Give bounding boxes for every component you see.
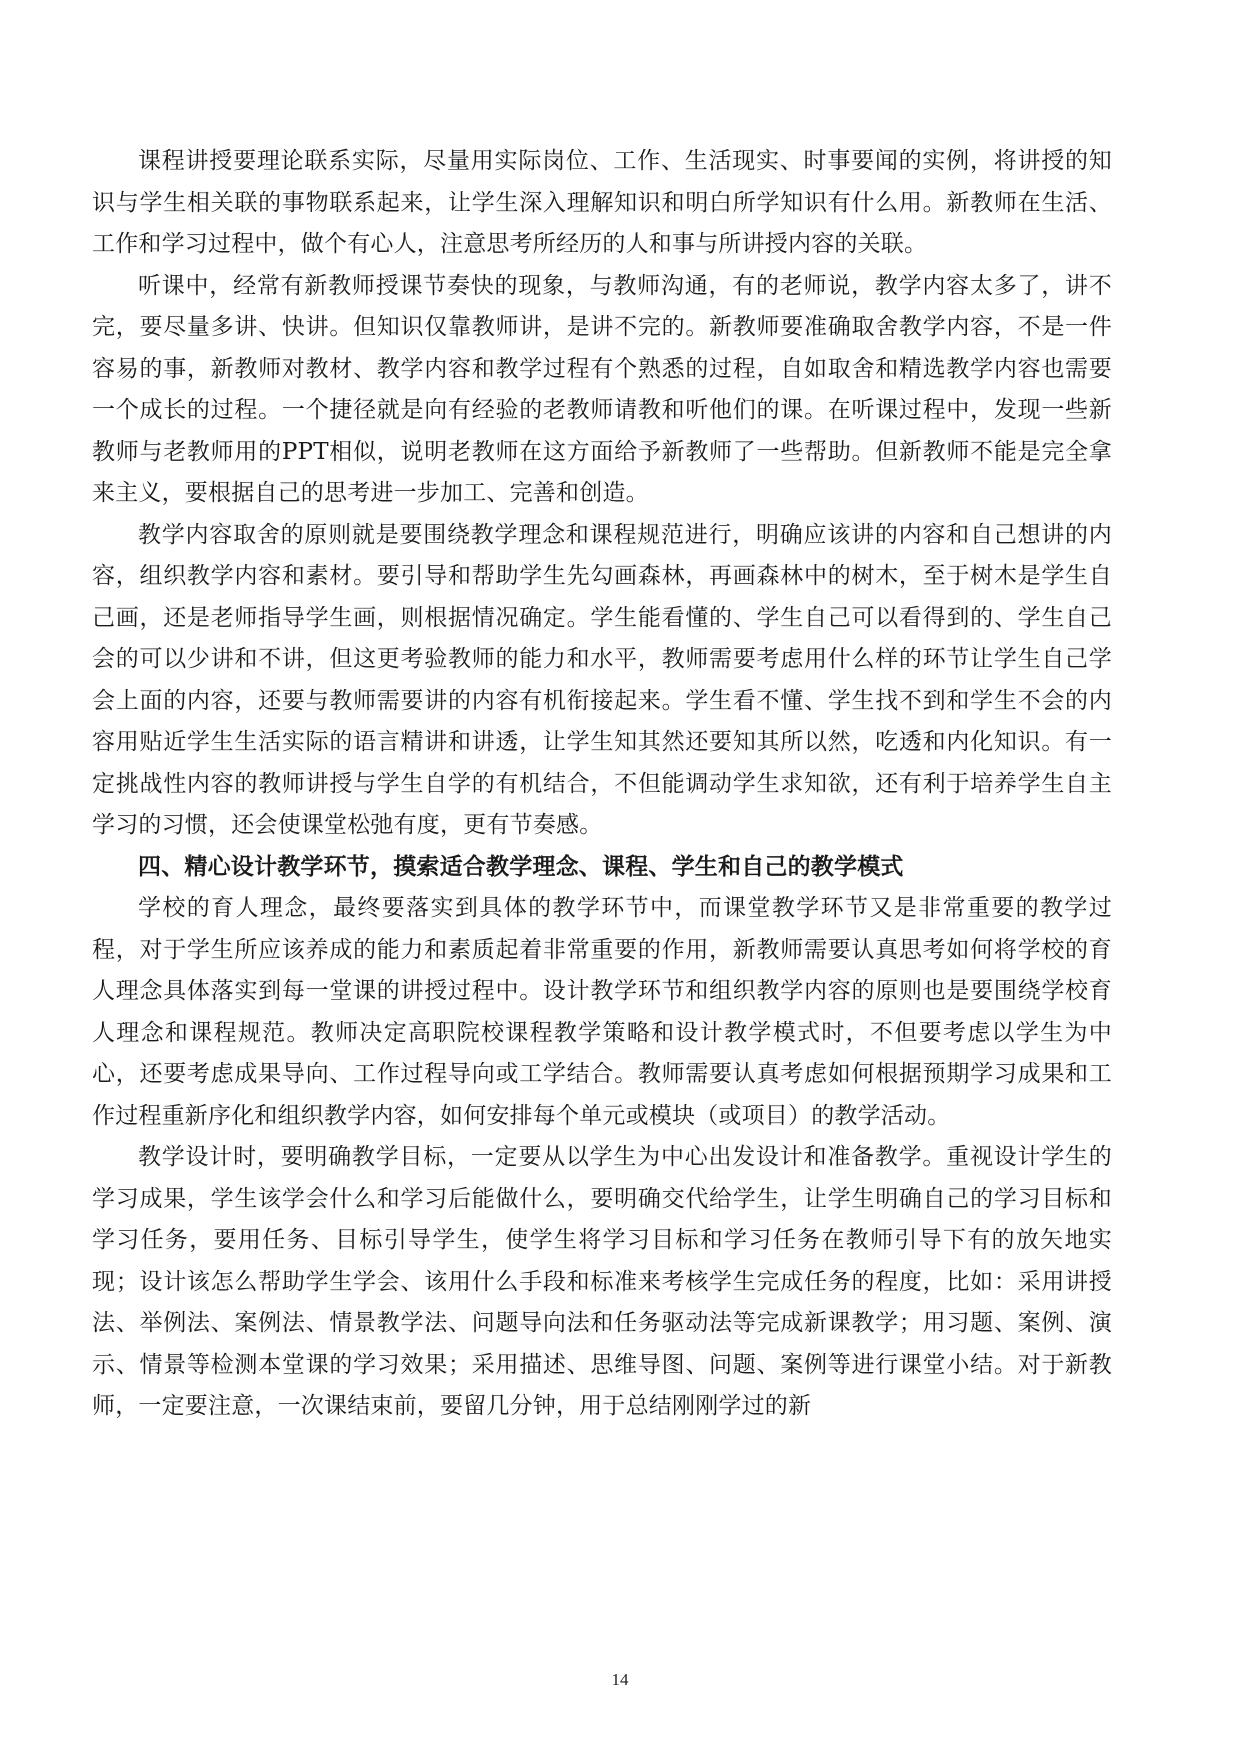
paragraph-4: 学校的育人理念，最终要落实到具体的教学环节中，而课堂教学环节又是非常重要的教学过程，对于学生所应该养成的能力和素质起着非常重要的作用，新教师需要认真思考如何将学校的育人理念具体落实到每一堂课的讲授过程中。设计教学环节和组织教学内容的原则也是要围绕学校育人理念和课程规范。教师决定高职院校课程教学策略和设计教学模式时，不但要考虑以学生为中心，还要考虑成果导向、工作过程导向或工学结合。教师需要认真考虑如何根据预期学习成果和工作过程重新序化和组织教学内容，如何安排每个单元或模块（或项目）的教学活动。 [92,895,1112,1129]
paragraph-3: 教学内容取舍的原则就是要围绕教学理念和课程规范进行，明确应该讲的内容和自己想讲的内容，组织教学内容和素材。要引导和帮助学生先勾画森林，再画森林中的树木，至于树木是学生自己画，还是老师指导学生画，则根据情况确定。学生能看懂的、学生自己可以看得到的、学生自己会的可以少讲和不讲，但这更考验教师的能力和水平，教师需要考虑用什么样的环节让学生自己学会上面的内容，还要与教师需要讲的内容有机衔接起来。学生看不懂、学生找不到和学生不会的内容用贴近学生生活实际的语言精讲和讲透，让学生知其然还要知其所以然，吃透和内化知识。有一定挑战性内容的教师讲授与学生自学的有机结合，不但能调动学生求知欲，还有利于培养学生自主学习的习惯，还会使课堂松弛有度，更有节奏感。 [92,521,1112,838]
paragraph-5: 教学设计时，要明确教学目标，一定要从以学生为中心出发设计和准备教学。重视设计学生的学习成果，学生该学会什么和学习后能做什么，要明确交代给学生，让学生明确自己的学习目标和学习任务，要用任务、目标引导学生，使学生将学习目标和学习任务在教师引导下有的放矢地实现；设计该怎么帮助学生学会、该用什么手段和标准来考核学生完成任务的程度，比如：采用讲授法、举例法、案例法、情景教学法、问题导向法和任务驱动法等完成新课教学；用习题、案例、演示、情景等检测本堂课的学习效果；采用描述、思维导图、问题、案例等进行课堂小结。对于新教师，一定要注意，一次课结束前，要留几分钟，用于总结刚刚学过的新 [92,1144,1112,1419]
page-number: 14 [611,1670,629,1689]
paragraph-2: 听课中，经常有新教师授课节奏快的现象，与教师沟通，有的老师说，教学内容太多了，讲不完，要尽量多讲、快讲。但知识仅靠教师讲，是讲不完的。新教师要准确取舍教学内容，不是一件容易的事，新教师对教材、教学内容和教学过程有个熟悉的过程，自如取舍和精选教学内容也需要一个成长的过程。一个捷径就是向有经验的老教师请教和听他们的课。在听课过程中，发现一些新教师与老教师用的PPT相似，说明老教师在这方面给予新教师了一些帮助。但新教师不能是完全拿来主义，要根据自己的思考进一步加工、完善和创造。 [92,272,1112,506]
paragraph-1: 课程讲授要理论联系实际，尽量用实际岗位、工作、生活现实、时事要闻的实例，将讲授的知识与学生相关联的事物联系起来，让学生深入理解知识和明白所学知识有什么用。新教师在生活、工作和学习过程中，做个有心人，注意思考所经历的人和事与所讲授内容的关联。 [92,148,1112,257]
section-heading: 四、精心设计教学环节，摸索适合教学理念、课程、学生和自己的教学模式 [138,853,904,880]
body-text [92,141,1112,1428]
